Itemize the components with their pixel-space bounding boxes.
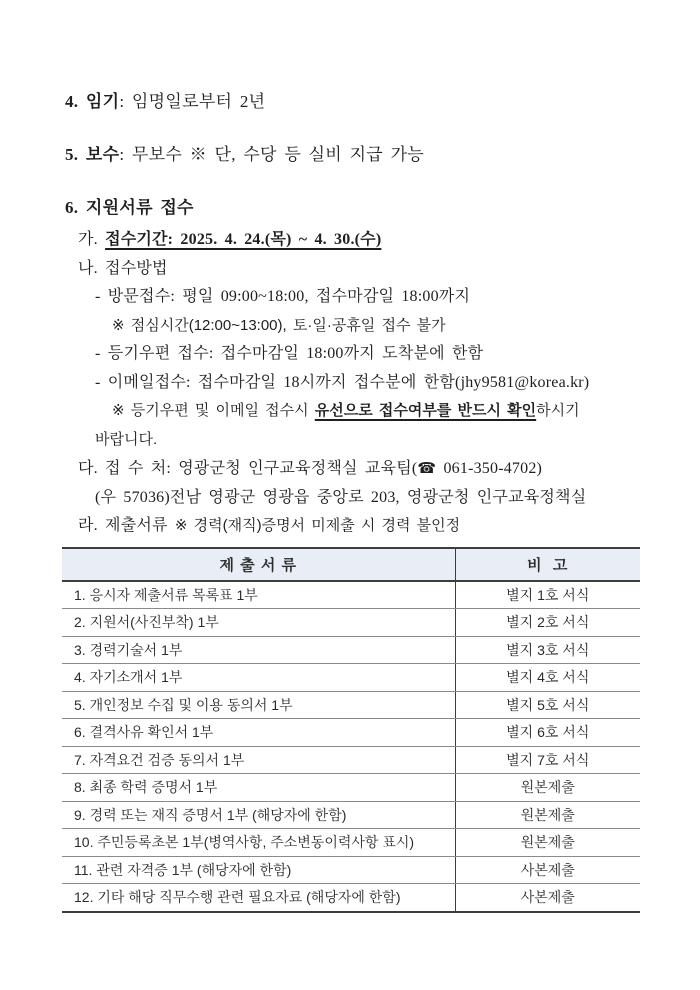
- table-row: [62, 581, 640, 609]
- submission-docs-note: ※ 경력(재직)증명서 미제출 시 경력 불인정: [174, 517, 461, 534]
- line-email-reception: - 이메일접수: 접수마감일 18시까지 접수분에 한함(jhy9581@korea.kr): [95, 373, 590, 391]
- table-cell-document: 3. 경력기술서 1부: [62, 636, 455, 664]
- line-reception-period: [78, 226, 645, 255]
- line-visit-reception: - 방문접수: 평일 09:00~18:00, 접수마감일 18:00까지: [95, 288, 471, 305]
- confirm-note-prefix: ※ 등기우편 및 이메일 접수시: [112, 402, 315, 419]
- item-term-label: 4. 임기: [65, 92, 120, 111]
- table-cell-note: 별지 5호 서식: [455, 691, 640, 719]
- line-reception-place: [78, 454, 645, 484]
- line-lunch-note: ※ 점심시간(12:00~13:00), 토·일·공휴일 접수 불가: [112, 316, 446, 334]
- table-row: [62, 609, 640, 637]
- item-application-docs-label: 6. 지원서류 접수: [65, 198, 194, 217]
- reception-place-text: 다. 접 수 처: 영광군청 인구교육정책실 교육팀(: [78, 460, 418, 477]
- table-cell-document: 2. 지원서(사진부착) 1부: [62, 609, 455, 637]
- table-row: [62, 719, 640, 747]
- table-cell-note: 별지 3호 서식: [455, 636, 640, 664]
- line-confirm-note-cont: 바랍니다.: [95, 430, 158, 448]
- table-cell-note: 사본제출: [455, 884, 640, 912]
- table-cell-note: 원본제출: [455, 829, 640, 857]
- line-registered-mail: - 등기우편 접수: 접수마감일 18:00까지 도착분에 한함: [95, 345, 484, 362]
- table-row: [62, 801, 640, 829]
- table-cell-note: 원본제출: [455, 801, 640, 829]
- item-pay-text: : 무보수 ※ 단, 수당 등 실비 지급 가능: [119, 145, 425, 164]
- table-cell-document: 9. 경력 또는 재직 증명서 1부 (해당자에 한함): [62, 801, 455, 829]
- table-cell-document: 7. 자격요건 검증 동의서 1부: [62, 746, 455, 774]
- item-term-text: : 임명일로부터 2년: [119, 92, 266, 111]
- table-cell-document: 11. 관련 자격증 1부 (해당자에 한함): [62, 856, 455, 884]
- table-cell-document: 12. 기타 해당 직무수행 관련 필요자료 (해당자에 한함): [62, 884, 455, 912]
- confirm-note-suffix: 하시기: [536, 402, 580, 419]
- table-header-note: 비 고: [455, 548, 640, 581]
- table-header-row: [62, 548, 640, 581]
- table-row: [62, 636, 640, 664]
- table-row: [62, 746, 640, 774]
- table-body: [62, 581, 640, 912]
- table-cell-note: 사본제출: [455, 856, 640, 884]
- line-confirm-note: [112, 397, 645, 426]
- table-row: [62, 664, 640, 692]
- line-reception-method: 나. 접수방법: [78, 259, 168, 277]
- table-row: [62, 691, 640, 719]
- table-row: [62, 829, 640, 857]
- table-cell-document: 4. 자기소개서 1부: [62, 664, 455, 692]
- table-cell-document: 6. 결격사유 확인서 1부: [62, 719, 455, 747]
- table-cell-note: 별지 4호 서식: [455, 664, 640, 692]
- reception-place-phone: 061-350-4702): [436, 460, 543, 477]
- line-reception-address: (우 57036)전남 영광군 영광읍 중앙로 203, 영광군청 인구교육정책실: [95, 488, 587, 506]
- item-pay: [65, 145, 645, 165]
- table-header-documents: 제 출 서 류: [62, 548, 455, 581]
- reception-period-prefix: 가.: [78, 231, 106, 248]
- submission-documents-table: [62, 547, 640, 913]
- item-application-docs-heading: [65, 198, 645, 218]
- submission-docs-label: 라. 제출서류: [78, 517, 175, 534]
- table-cell-note: 원본제출: [455, 774, 640, 802]
- table-cell-document: 10. 주민등록초본 1부(병역사항, 주소변동이력사항 표시): [62, 829, 455, 857]
- table-row: [62, 884, 640, 912]
- table-row: [62, 856, 640, 884]
- table-row: [62, 774, 640, 802]
- line-submission-docs: [78, 512, 645, 541]
- confirm-note-emphasis: 유선으로 접수여부를 반드시 확인: [314, 402, 537, 419]
- table-cell-document: 1. 응시자 제출서류 목록표 1부: [62, 581, 455, 609]
- table-cell-note: 별지 6호 서식: [455, 719, 640, 747]
- phone-icon: ☎: [417, 459, 437, 477]
- table-cell-document: 5. 개인정보 수집 및 이용 동의서 1부: [62, 691, 455, 719]
- item-pay-label: 5. 보수: [65, 145, 120, 164]
- table-cell-note: 별지 2호 서식: [455, 609, 640, 637]
- item-term: [65, 92, 645, 112]
- table-cell-note: 별지 7호 서식: [455, 746, 640, 774]
- reception-period-value: 접수기간: 2025. 4. 24.(목) ~ 4. 30.(수): [105, 231, 382, 248]
- table-cell-document: 8. 최종 학력 증명서 1부: [62, 774, 455, 802]
- table-cell-note: 별지 1호 서식: [455, 581, 640, 609]
